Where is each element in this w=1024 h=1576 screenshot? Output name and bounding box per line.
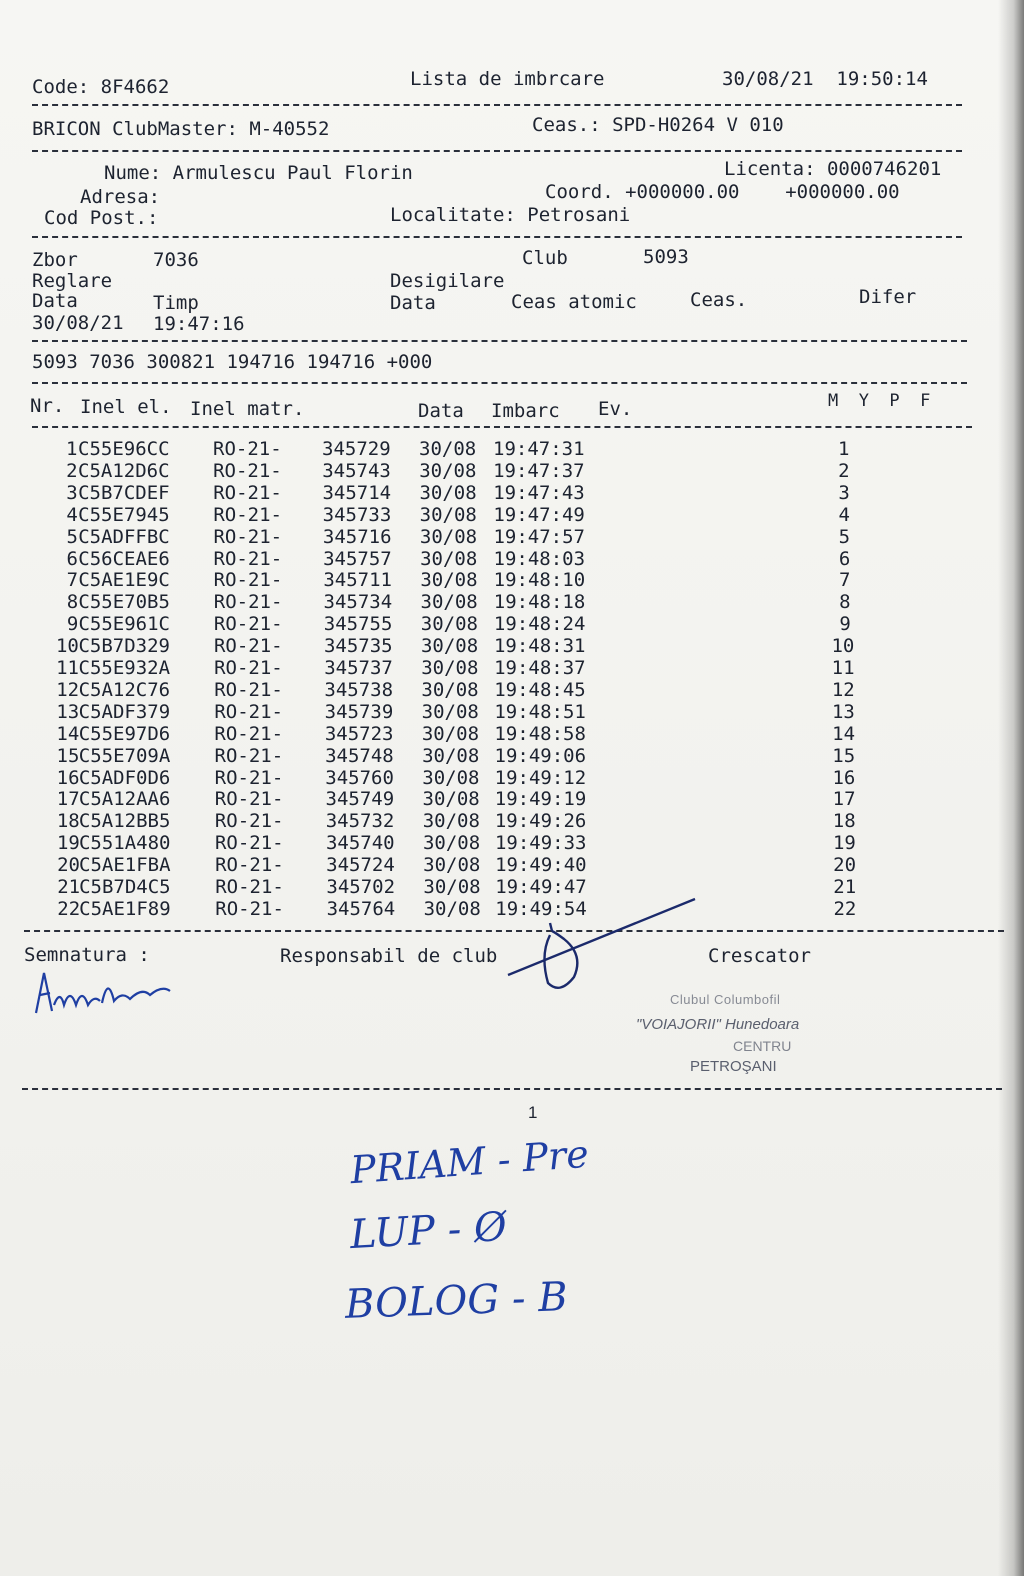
basketing-time: 19:49:47 xyxy=(495,876,587,898)
ring-prefix: RO-21- xyxy=(214,766,284,789)
basketing-date: 30/08 xyxy=(420,547,478,570)
table-row xyxy=(0,548,1024,570)
ring-prefix: RO-21- xyxy=(214,700,283,723)
ring-prefix: RO-21- xyxy=(213,591,283,614)
row-number: 15 xyxy=(56,744,80,767)
mark-number: 22 xyxy=(833,897,857,920)
stamp-line-1: Clubul Columbofil xyxy=(670,992,781,1007)
data-label: Data xyxy=(32,290,78,312)
ring-prefix: RO-21- xyxy=(214,832,284,855)
ring-number: 345757 xyxy=(323,547,392,570)
ring-prefix: RO-21- xyxy=(213,481,282,504)
basketing-date: 30/08 xyxy=(419,481,477,504)
electronic-ring: C5AE1F89 xyxy=(79,897,171,920)
basketing-date: 30/08 xyxy=(421,700,479,723)
electronic-ring: C5A12AA6 xyxy=(78,788,171,811)
ring-prefix: RO-21- xyxy=(214,744,284,767)
row-number: 18 xyxy=(56,810,80,833)
basketing-date: 30/08 xyxy=(419,503,477,526)
ring-number: 345714 xyxy=(322,481,392,504)
electronic-ring: C5ADF379 xyxy=(78,700,171,723)
club-responsible-label: Responsabil de club xyxy=(280,945,498,967)
row-number: 4 xyxy=(66,503,78,526)
mark-number: 14 xyxy=(832,722,856,745)
row-number: 1 xyxy=(66,438,78,460)
zbor-label: Zbor xyxy=(32,249,78,271)
basketing-time: 19:49:26 xyxy=(494,810,587,833)
ring-prefix: RO-21- xyxy=(213,459,282,482)
code-label: Code: 8F4662 xyxy=(32,76,170,98)
row-number: 13 xyxy=(56,700,80,723)
difer-label: Difer xyxy=(859,286,917,308)
basketing-date: 30/08 xyxy=(419,459,477,482)
basketing-time: 19:48:58 xyxy=(494,722,586,745)
mark-number: 13 xyxy=(831,700,855,723)
electronic-ring: C56CEAE6 xyxy=(78,547,170,570)
electronic-ring: C5B7CDEF xyxy=(78,481,170,504)
ring-prefix: RO-21- xyxy=(213,503,282,526)
desigilare-label: Desigilare xyxy=(390,270,505,292)
page-number: 1 xyxy=(528,1103,538,1122)
basketing-time: 19:49:54 xyxy=(495,897,587,920)
row-number: 12 xyxy=(56,678,80,701)
reglare-time: 19:47:16 xyxy=(153,313,245,335)
basketing-date: 30/08 xyxy=(422,744,480,767)
electronic-ring: C5ADFFBC xyxy=(78,525,170,548)
basketing-time: 19:48:37 xyxy=(494,657,586,679)
electronic-ring: C551A480 xyxy=(78,832,171,855)
ring-number: 345755 xyxy=(323,613,393,636)
ring-number: 345729 xyxy=(322,438,391,460)
zbor-value: 7036 xyxy=(153,249,199,271)
mark-number: 8 xyxy=(839,591,851,614)
table-row xyxy=(0,767,1024,789)
row-number: 17 xyxy=(56,788,80,811)
locality: Localitate: Petrosani xyxy=(390,204,631,226)
electronic-ring: C5A12D6C xyxy=(78,459,170,482)
ring-number: 345734 xyxy=(323,591,393,614)
ceas-short-label: Ceas. xyxy=(690,289,748,311)
scan-edge-shadow xyxy=(998,0,1024,1576)
address-label: Adresa: xyxy=(80,186,161,208)
basketing-date: 30/08 xyxy=(419,438,477,460)
basketing-date: 30/08 xyxy=(419,525,478,548)
ceas-atomic-label: Ceas atomic xyxy=(511,291,637,313)
basketing-time: 19:49:33 xyxy=(494,832,587,855)
handwritten-note-3: BOLOG - B xyxy=(344,1274,569,1328)
licence-number: Licenta: 0000746201 xyxy=(724,158,942,180)
handwritten-note-1: PRIAM - Pre xyxy=(348,1131,591,1193)
col-ev: Ev. xyxy=(598,398,633,420)
electronic-ring: C55E7945 xyxy=(78,503,170,526)
clubmaster-label: BRICON ClubMaster: M-40552 xyxy=(32,118,330,140)
ring-number: 345735 xyxy=(323,635,393,658)
mark-number: 17 xyxy=(832,788,856,811)
table-row xyxy=(0,657,1024,679)
electronic-ring: C55E96CC xyxy=(78,438,170,460)
mark-number: 1 xyxy=(838,438,850,460)
basketing-time: 19:48:31 xyxy=(493,635,586,658)
table-row xyxy=(0,854,1024,876)
mark-number: 11 xyxy=(831,657,855,679)
basketing-time: 19:48:51 xyxy=(494,700,586,723)
breeder-label: Crescator xyxy=(708,945,811,967)
ring-number: 345764 xyxy=(326,897,396,920)
divider xyxy=(32,104,962,106)
basketing-date: 30/08 xyxy=(420,635,479,658)
ring-number: 345737 xyxy=(324,657,393,679)
table-row xyxy=(0,723,1024,745)
row-number: 16 xyxy=(56,766,80,789)
divider xyxy=(32,150,962,152)
table-row xyxy=(0,438,1024,460)
mark-number: 16 xyxy=(832,766,856,789)
row-number: 20 xyxy=(57,854,80,877)
basketing-date: 30/08 xyxy=(421,678,479,701)
table-row xyxy=(0,482,1024,504)
table-row xyxy=(0,504,1024,526)
col-data: Data xyxy=(418,400,464,422)
ring-number: 345748 xyxy=(325,744,394,767)
mark-number: 3 xyxy=(838,481,850,504)
basketing-date: 30/08 xyxy=(422,766,480,789)
basketing-time: 19:47:43 xyxy=(493,481,585,504)
basketing-date: 30/08 xyxy=(421,722,480,745)
ring-prefix: RO-21- xyxy=(213,613,283,636)
electronic-ring: C5A12BB5 xyxy=(78,810,171,833)
handwritten-note-2: LUP - Ø xyxy=(348,1203,508,1259)
basketing-date: 30/08 xyxy=(422,832,481,855)
basketing-time: 19:48:03 xyxy=(493,547,586,570)
divider xyxy=(22,1088,1002,1090)
basketing-time: 19:48:24 xyxy=(493,613,586,636)
ring-prefix: RO-21- xyxy=(214,657,283,679)
row-number: 3 xyxy=(66,481,78,504)
ring-number: 345716 xyxy=(322,525,392,548)
row-number: 22 xyxy=(57,897,81,920)
ring-prefix: RO-21- xyxy=(214,788,284,811)
ring-prefix: RO-21- xyxy=(214,722,284,745)
electronic-ring: C55E961C xyxy=(78,613,170,636)
ring-number: 345724 xyxy=(326,854,395,877)
basketing-date: 30/08 xyxy=(422,810,480,833)
postal-code-label: Cod Post.: xyxy=(44,207,159,229)
basketing-date: 30/08 xyxy=(423,897,481,920)
table-row xyxy=(0,788,1024,810)
ring-number: 345711 xyxy=(323,569,392,592)
basketing-time: 19:48:18 xyxy=(493,591,586,614)
table-row xyxy=(0,526,1024,548)
stamp-line-2: "VOIAJORII" Hunedoara xyxy=(636,1016,800,1033)
col-imbarc: Imbarc xyxy=(491,400,560,422)
row-number: 10 xyxy=(55,635,79,658)
club-value: 5093 xyxy=(643,246,689,268)
print-datetime: 30/08/21 19:50:14 xyxy=(722,68,928,90)
row-number: 11 xyxy=(56,657,79,679)
stamp-line-3: CENTRU xyxy=(733,1038,792,1054)
ring-number: 345702 xyxy=(326,876,396,898)
basketing-time: 19:49:19 xyxy=(494,788,587,811)
electronic-ring: C5B7D4C5 xyxy=(79,876,171,898)
basketing-date: 30/08 xyxy=(423,876,481,898)
row-number: 7 xyxy=(66,569,79,592)
ceas-label: Ceas.: SPD-H0264 V 010 xyxy=(532,114,784,136)
ring-prefix: RO-21- xyxy=(213,525,283,548)
electronic-ring: C55E97D6 xyxy=(78,722,171,745)
ring-number: 345760 xyxy=(325,766,394,789)
basketing-date: 30/08 xyxy=(420,613,478,636)
mark-number: 7 xyxy=(838,569,851,592)
table-row xyxy=(0,569,1024,591)
owner-name: Nume: Armulescu Paul Florin xyxy=(104,162,413,184)
divider xyxy=(32,382,967,384)
mark-number: 18 xyxy=(832,810,856,833)
ring-prefix: RO-21- xyxy=(213,569,283,592)
divider xyxy=(32,340,967,342)
basketing-time: 19:49:40 xyxy=(495,854,587,877)
mark-number: 5 xyxy=(838,525,851,548)
coordinates: Coord. +000000.00 +000000.00 xyxy=(545,181,900,203)
basketing-time: 19:48:45 xyxy=(494,678,586,701)
ring-prefix: RO-21- xyxy=(214,678,283,701)
club-label: Club xyxy=(522,247,568,269)
basketing-time: 19:49:12 xyxy=(494,766,587,789)
basketing-time: 19:49:06 xyxy=(494,744,587,767)
table-row xyxy=(0,460,1024,482)
basketing-time: 19:47:49 xyxy=(493,503,585,526)
ring-number: 345738 xyxy=(324,678,394,701)
mark-number: 19 xyxy=(832,832,856,855)
row-number: 6 xyxy=(66,547,78,570)
mark-number: 20 xyxy=(833,854,857,877)
row-number: 19 xyxy=(56,832,80,855)
basketing-date: 30/08 xyxy=(420,569,478,592)
ring-number: 345723 xyxy=(324,722,394,745)
mark-number: 21 xyxy=(833,876,857,898)
timp-label: Timp xyxy=(153,292,199,314)
table-row xyxy=(0,635,1024,657)
electronic-ring: C5B7D329 xyxy=(78,635,170,658)
mark-number: 4 xyxy=(838,503,850,526)
col-nr: Nr. xyxy=(30,395,65,417)
table-row xyxy=(0,832,1024,854)
ring-number: 345739 xyxy=(324,700,394,723)
electronic-ring: C55E709A xyxy=(78,744,171,767)
row-number: 5 xyxy=(66,525,78,548)
document-title: Lista de imbrcare xyxy=(410,68,605,90)
ring-prefix: RO-21- xyxy=(215,897,284,920)
ring-number: 345743 xyxy=(322,459,391,482)
table-row xyxy=(0,613,1024,635)
reglare-date: 30/08/21 xyxy=(32,312,124,334)
mark-number: 12 xyxy=(831,678,855,701)
electronic-ring: C55E932A xyxy=(78,657,171,679)
mark-number: 9 xyxy=(839,613,851,636)
basketing-date: 30/08 xyxy=(421,657,479,679)
signature-label: Semnatura : xyxy=(24,944,150,966)
divider xyxy=(32,426,972,428)
row-number: 8 xyxy=(66,591,79,614)
data2-label: Data xyxy=(390,292,436,314)
mark-number: 15 xyxy=(832,744,856,767)
table-row xyxy=(0,591,1024,613)
table-row xyxy=(0,810,1024,832)
ring-prefix: RO-21- xyxy=(215,854,284,877)
table-row xyxy=(0,679,1024,701)
ring-number: 345749 xyxy=(325,788,395,811)
basketing-time: 19:47:31 xyxy=(493,438,585,460)
divider xyxy=(32,236,962,238)
table-row xyxy=(0,745,1024,767)
owner-signature xyxy=(30,965,180,1025)
ring-number: 345733 xyxy=(322,503,392,526)
col-inel-el: Inel el. xyxy=(80,396,172,418)
row-number: 21 xyxy=(57,876,81,898)
stamp-line-4: PETROŞANI xyxy=(690,1058,777,1075)
basketing-date: 30/08 xyxy=(420,591,478,614)
col-mypf: M Y P F xyxy=(828,391,931,411)
col-inel-matr: Inel matr. xyxy=(190,398,305,420)
reglare-label: Reglare xyxy=(32,270,113,292)
ring-prefix: RO-21- xyxy=(214,810,284,833)
basketing-time: 19:47:57 xyxy=(493,525,585,548)
basketing-date: 30/08 xyxy=(423,854,481,877)
ring-number: 345732 xyxy=(325,810,395,833)
electronic-ring: C55E70B5 xyxy=(78,591,170,614)
ring-number: 345740 xyxy=(325,832,395,855)
electronic-ring: C5AE1FBA xyxy=(79,854,171,877)
basketing-time: 19:47:37 xyxy=(493,459,585,482)
ring-prefix: RO-21- xyxy=(213,438,282,460)
electronic-ring: C5A12C76 xyxy=(78,678,171,701)
table-row xyxy=(0,701,1024,723)
ring-prefix: RO-21- xyxy=(215,876,284,898)
electronic-ring: C5AE1E9C xyxy=(78,569,170,592)
row-number: 14 xyxy=(56,722,80,745)
mark-number: 2 xyxy=(838,459,850,482)
basketing-time: 19:48:10 xyxy=(493,569,586,592)
ring-prefix: RO-21- xyxy=(213,635,283,658)
summary-line: 5093 7036 300821 194716 194716 +000 xyxy=(32,351,433,373)
row-number: 9 xyxy=(66,613,79,636)
club-signature xyxy=(500,895,700,995)
mark-number: 10 xyxy=(831,635,855,658)
basketing-date: 30/08 xyxy=(422,788,480,811)
electronic-ring: C5ADF0D6 xyxy=(78,766,171,789)
ring-prefix: RO-21- xyxy=(213,547,283,570)
row-number: 2 xyxy=(66,459,78,482)
mark-number: 6 xyxy=(838,547,851,570)
